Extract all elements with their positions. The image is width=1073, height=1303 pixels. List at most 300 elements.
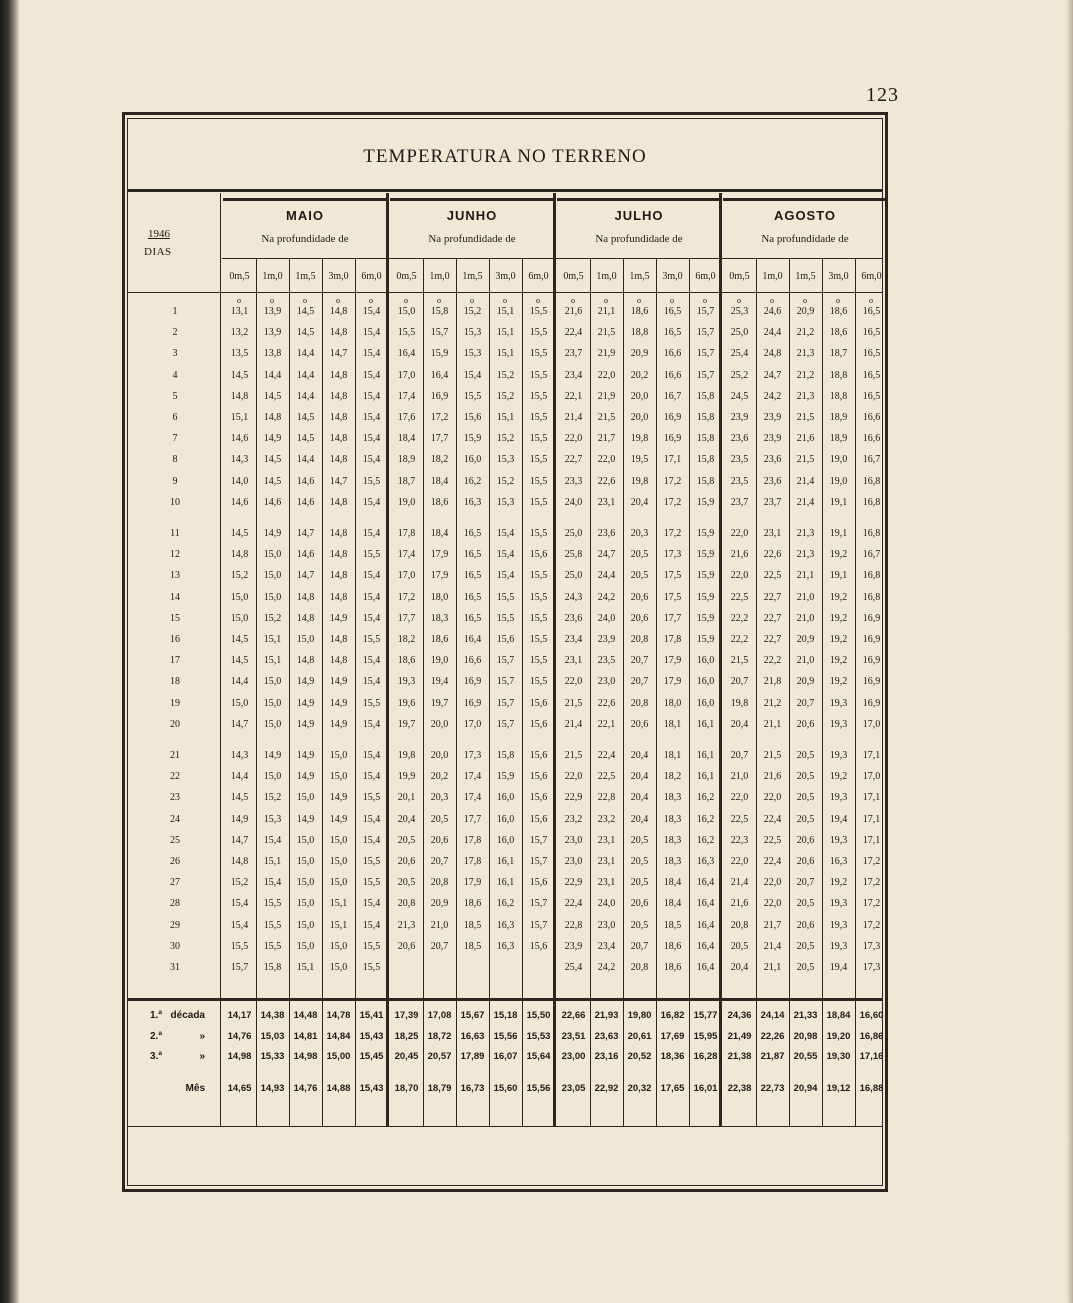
temperature-cell: 16,4 xyxy=(696,919,715,931)
temperature-cell: 15,1 xyxy=(496,306,515,317)
temperature-cell: 16,4 xyxy=(696,962,715,973)
temperature-cell: 20,0 xyxy=(630,412,649,423)
degree-mark: o xyxy=(770,296,774,305)
summary-cell: 14,17 xyxy=(227,1010,252,1021)
temperature-cell: 23,0 xyxy=(597,919,616,931)
depth-subtitle: Na profundidade de xyxy=(761,233,849,245)
temperature-cell: 16,3 xyxy=(696,856,715,867)
temperature-cell: 14,7 xyxy=(296,570,315,582)
temperature-cell: 14,9 xyxy=(329,718,348,730)
temperature-cell: 15,5 xyxy=(263,940,282,952)
temperature-cell: 22,9 xyxy=(564,877,583,889)
summary-cell: 19,20 xyxy=(826,1031,851,1042)
depth-header-top-rule xyxy=(222,258,883,259)
temperature-cell: 21,1 xyxy=(796,570,815,582)
temperature-cell: 22,0 xyxy=(763,898,782,910)
temperature-cell: 15,9 xyxy=(696,612,715,624)
day-number: 31 xyxy=(170,962,180,973)
depth-header: 6m,0 xyxy=(361,271,382,282)
temperature-cell: 25,3 xyxy=(730,306,749,317)
day-number: 29 xyxy=(170,919,180,931)
temperature-cell: 17,6 xyxy=(397,412,416,423)
temperature-cell: 22,4 xyxy=(564,327,583,339)
temperature-cell: 25,4 xyxy=(564,962,583,973)
summary-cell: 15,43 xyxy=(359,1031,384,1042)
temperature-cell: 20,5 xyxy=(630,919,649,931)
temperature-cell: 16,8 xyxy=(862,570,881,582)
temperature-cell: 14,9 xyxy=(296,697,315,709)
summary-cell: 14,76 xyxy=(227,1031,252,1042)
temperature-cell: 14,6 xyxy=(230,433,249,445)
temperature-cell: 21,6 xyxy=(730,898,749,910)
temperature-cell: 19,0 xyxy=(829,454,848,466)
summary-number: 2.ª xyxy=(150,1031,163,1042)
summary-cell: 15,43 xyxy=(359,1083,384,1094)
depth-subtitle: Na profundidade de xyxy=(428,233,516,245)
temperature-cell: 13,1 xyxy=(230,306,249,317)
day-number: 11 xyxy=(170,528,180,539)
page-number: 123 xyxy=(866,84,899,106)
temperature-cell: 15,5 xyxy=(529,390,548,402)
temperature-cell: 18,1 xyxy=(663,718,682,730)
temperature-cell: 16,4 xyxy=(696,898,715,910)
degree-mark: o xyxy=(637,296,641,305)
summary-cell: 15,18 xyxy=(493,1010,518,1021)
temperature-cell: 16,5 xyxy=(862,348,881,360)
summary-cell: 14,78 xyxy=(326,1010,351,1021)
summary-cell: 18,72 xyxy=(427,1031,452,1042)
temperature-cell: 21,4 xyxy=(796,475,815,487)
temperature-cell: 19,3 xyxy=(829,919,848,931)
summary-cell: 20,94 xyxy=(793,1083,818,1094)
temperature-cell: 15,4 xyxy=(496,570,515,582)
depth-column-rule xyxy=(489,258,490,1126)
temperature-cell: 13,2 xyxy=(230,327,249,339)
temperature-cell: 20,4 xyxy=(730,962,749,973)
temperature-cell: 18,6 xyxy=(829,327,848,339)
temperature-cell: 17,9 xyxy=(663,655,682,667)
temperature-cell: 14,7 xyxy=(329,475,348,487)
temperature-cell: 20,7 xyxy=(430,940,449,952)
temperature-cell: 20,3 xyxy=(630,528,649,539)
temperature-cell: 15,0 xyxy=(296,940,315,952)
summary-cell: 16,86 xyxy=(859,1031,884,1042)
temperature-cell: 19,2 xyxy=(829,877,848,889)
title-box xyxy=(127,118,883,192)
temperature-cell: 15,7 xyxy=(496,697,515,709)
temperature-cell: 20,5 xyxy=(397,877,416,889)
degree-mark: o xyxy=(536,296,540,305)
temperature-cell: 15,0 xyxy=(230,591,249,603)
temperature-cell: 20,7 xyxy=(430,856,449,867)
temperature-cell: 15,8 xyxy=(696,454,715,466)
temperature-cell: 15,0 xyxy=(329,856,348,867)
summary-cell: 15,45 xyxy=(359,1051,384,1062)
temperature-cell: 15,8 xyxy=(263,962,282,973)
degree-mark: o xyxy=(604,296,608,305)
temperature-cell: 20,5 xyxy=(796,962,815,973)
temperature-cell: 14,3 xyxy=(230,454,249,466)
temperature-cell: 19,5 xyxy=(630,454,649,466)
temperature-cell: 21,5 xyxy=(597,412,616,423)
temperature-cell: 20,4 xyxy=(730,718,749,730)
depth-header: 0m,5 xyxy=(563,271,584,282)
temperature-cell: 18,4 xyxy=(430,528,449,539)
temperature-cell: 16,2 xyxy=(496,898,515,910)
day-number: 23 xyxy=(170,792,180,804)
temperature-cell: 15,0 xyxy=(230,697,249,709)
temperature-cell: 17,2 xyxy=(862,898,881,910)
summary-cell: 14,65 xyxy=(227,1083,252,1094)
temperature-cell: 21,3 xyxy=(796,549,815,561)
depth-header: 3m,0 xyxy=(662,271,683,282)
temperature-cell: 20,5 xyxy=(796,792,815,804)
temperature-cell: 15,9 xyxy=(696,570,715,582)
year-label: 1946 xyxy=(148,228,170,240)
temperature-cell: 15,9 xyxy=(430,348,449,360)
temperature-cell: 18,8 xyxy=(829,390,848,402)
temperature-cell: 21,5 xyxy=(564,697,583,709)
temperature-cell: 14,5 xyxy=(263,390,282,402)
temperature-cell: 18,0 xyxy=(663,697,682,709)
temperature-cell: 14,4 xyxy=(296,454,315,466)
temperature-cell: 17,4 xyxy=(463,771,482,783)
temperature-cell: 21,5 xyxy=(763,750,782,761)
temperature-cell: 20,7 xyxy=(630,655,649,667)
day-number: 21 xyxy=(170,750,180,761)
temperature-cell: 15,9 xyxy=(696,591,715,603)
temperature-cell: 19,9 xyxy=(397,771,416,783)
temperature-cell: 21,6 xyxy=(730,549,749,561)
temperature-cell: 14,8 xyxy=(329,549,348,561)
temperature-cell: 14,5 xyxy=(296,433,315,445)
temperature-cell: 15,9 xyxy=(696,528,715,539)
temperature-cell: 15,1 xyxy=(329,898,348,910)
temperature-cell: 14,7 xyxy=(296,528,315,539)
temperature-cell: 14,8 xyxy=(329,390,348,402)
temperature-cell: 20,5 xyxy=(796,750,815,761)
temperature-cell: 19,3 xyxy=(829,718,848,730)
temperature-cell: 19,2 xyxy=(829,676,848,688)
summary-cell: 18,84 xyxy=(826,1010,851,1021)
temperature-cell: 15,4 xyxy=(230,898,249,910)
temperature-cell: 15,5 xyxy=(397,327,416,339)
temperature-cell: 20,1 xyxy=(397,792,416,804)
temperature-cell: 16,6 xyxy=(862,412,881,423)
depth-header: 3m,0 xyxy=(328,271,349,282)
summary-cell: 15,41 xyxy=(359,1010,384,1021)
summary-cell: 14,93 xyxy=(260,1083,285,1094)
temperature-cell: 15,4 xyxy=(362,433,381,445)
summary-cell: 15,64 xyxy=(526,1051,551,1062)
temperature-cell: 15,1 xyxy=(263,856,282,867)
temperature-cell: 23,3 xyxy=(564,475,583,487)
temperature-cell: 20,5 xyxy=(630,834,649,846)
temperature-cell: 23,5 xyxy=(597,655,616,667)
temperature-cell: 15,5 xyxy=(362,792,381,804)
temperature-cell: 16,7 xyxy=(663,390,682,402)
depth-subtitle: Na profundidade de xyxy=(261,233,349,245)
temperature-cell: 15,7 xyxy=(529,834,548,846)
temperature-cell: 22,4 xyxy=(597,750,616,761)
temperature-cell: 23,9 xyxy=(597,634,616,645)
temperature-cell: 19,3 xyxy=(829,750,848,761)
temperature-cell: 18,3 xyxy=(430,612,449,624)
temperature-cell: 22,5 xyxy=(763,834,782,846)
temperature-cell: 15,8 xyxy=(496,750,515,761)
summary-cell: 22,73 xyxy=(760,1083,785,1094)
temperature-cell: 15,2 xyxy=(496,433,515,445)
summary-cell: 16,01 xyxy=(693,1083,718,1094)
temperature-cell: 14,8 xyxy=(296,591,315,603)
temperature-cell: 20,7 xyxy=(630,940,649,952)
temperature-cell: 15,8 xyxy=(696,412,715,423)
temperature-cell: 16,3 xyxy=(829,856,848,867)
summary-label: década xyxy=(170,1010,205,1021)
temperature-cell: 15,4 xyxy=(362,591,381,603)
temperature-cell: 17,7 xyxy=(430,433,449,445)
day-number: 30 xyxy=(170,940,180,952)
temperature-cell: 17,7 xyxy=(397,612,416,624)
temperature-cell: 25,4 xyxy=(730,348,749,360)
temperature-cell: 16,0 xyxy=(496,813,515,825)
temperature-cell: 16,2 xyxy=(696,792,715,804)
temperature-cell: 14,5 xyxy=(296,412,315,423)
temperature-cell: 18,7 xyxy=(829,348,848,360)
temperature-cell: 16,3 xyxy=(496,940,515,952)
temperature-cell: 15,4 xyxy=(362,348,381,360)
temperature-cell: 16,5 xyxy=(463,591,482,603)
page-title: TEMPERATURA NO TERRENO xyxy=(363,146,647,167)
summary-cell: 14,84 xyxy=(326,1031,351,1042)
temperature-cell: 16,2 xyxy=(696,813,715,825)
temperature-cell: 20,9 xyxy=(796,676,815,688)
temperature-cell: 15,7 xyxy=(696,327,715,339)
temperature-cell: 15,6 xyxy=(529,877,548,889)
temperature-cell: 15,5 xyxy=(529,454,548,466)
depth-column-rule xyxy=(656,258,657,1126)
temperature-cell: 21,7 xyxy=(763,919,782,931)
temperature-cell: 18,3 xyxy=(663,792,682,804)
summary-cell: 15,60 xyxy=(493,1083,518,1094)
temperature-cell: 15,1 xyxy=(496,412,515,423)
temperature-cell: 14,8 xyxy=(296,612,315,624)
temperature-cell: 17,2 xyxy=(663,496,682,508)
temperature-cell: 15,0 xyxy=(296,834,315,846)
depth-column-rule xyxy=(322,258,323,1126)
summary-cell: 20,61 xyxy=(627,1031,652,1042)
summary-cell: 20,55 xyxy=(793,1051,818,1062)
temperature-cell: 21,9 xyxy=(597,348,616,360)
summary-cell: 18,70 xyxy=(394,1083,419,1094)
temperature-cell: 16,9 xyxy=(862,612,881,624)
month-title-rule xyxy=(223,198,388,201)
depth-column-rule xyxy=(855,258,856,1126)
temperature-cell: 15,4 xyxy=(362,369,381,381)
temperature-cell: 16,6 xyxy=(862,433,881,445)
temperature-cell: 19,0 xyxy=(397,496,416,508)
temperature-cell: 16,5 xyxy=(862,369,881,381)
temperature-cell: 18,4 xyxy=(397,433,416,445)
summary-cell: 15,56 xyxy=(526,1083,551,1094)
temperature-cell: 20,7 xyxy=(730,676,749,688)
temperature-cell: 22,5 xyxy=(763,570,782,582)
depth-column-rule xyxy=(689,258,690,1126)
temperature-cell: 15,0 xyxy=(296,919,315,931)
day-number: 20 xyxy=(170,718,180,730)
temperature-cell: 15,0 xyxy=(263,697,282,709)
temperature-cell: 23,7 xyxy=(730,496,749,508)
day-number: 8 xyxy=(172,454,178,466)
temperature-cell: 14,5 xyxy=(296,327,315,339)
temperature-cell: 24,2 xyxy=(763,390,782,402)
temperature-cell: 20,0 xyxy=(430,750,449,761)
temperature-cell: 25,2 xyxy=(730,369,749,381)
temperature-cell: 14,8 xyxy=(329,454,348,466)
day-number: 9 xyxy=(172,475,178,487)
temperature-cell: 14,9 xyxy=(329,792,348,804)
temperature-cell: 22,8 xyxy=(564,919,583,931)
temperature-cell: 18,0 xyxy=(430,591,449,603)
temperature-cell: 16,4 xyxy=(430,369,449,381)
temperature-cell: 17,4 xyxy=(463,792,482,804)
summary-cell: 23,05 xyxy=(561,1083,586,1094)
temperature-cell: 17,0 xyxy=(397,570,416,582)
temperature-cell: 15,2 xyxy=(496,369,515,381)
temperature-cell: 18,6 xyxy=(663,962,682,973)
temperature-cell: 15,1 xyxy=(230,412,249,423)
summary-cell: 14,81 xyxy=(293,1031,318,1042)
degree-mark: o xyxy=(270,296,274,305)
temperature-cell: 20,2 xyxy=(630,369,649,381)
temperature-cell: 18,5 xyxy=(463,940,482,952)
temperature-cell: 22,2 xyxy=(763,655,782,667)
temperature-cell: 15,0 xyxy=(296,634,315,645)
temperature-cell: 15,5 xyxy=(529,306,548,317)
summary-cell: 20,52 xyxy=(627,1051,652,1062)
day-number: 16 xyxy=(170,634,180,645)
temperature-cell: 21,5 xyxy=(597,327,616,339)
temperature-cell: 23,6 xyxy=(730,433,749,445)
degree-mark: o xyxy=(404,296,408,305)
temperature-cell: 19,3 xyxy=(829,940,848,952)
temperature-cell: 21,9 xyxy=(597,390,616,402)
summary-cell: 19,30 xyxy=(826,1051,851,1062)
summary-cell: 15,67 xyxy=(460,1010,485,1021)
temperature-cell: 17,2 xyxy=(862,877,881,889)
temperature-cell: 18,6 xyxy=(430,496,449,508)
temperature-cell: 14,9 xyxy=(230,813,249,825)
temperature-cell: 17,2 xyxy=(397,591,416,603)
temperature-cell: 20,8 xyxy=(397,898,416,910)
depth-header: 1m,5 xyxy=(295,271,316,282)
temperature-cell: 17,1 xyxy=(862,813,881,825)
temperature-cell: 14,5 xyxy=(263,475,282,487)
summary-cell: 21,33 xyxy=(793,1010,818,1021)
day-number: 12 xyxy=(170,549,180,561)
temperature-cell: 15,8 xyxy=(696,475,715,487)
page-edge-shadow xyxy=(1066,0,1073,1303)
summary-cell: 23,63 xyxy=(594,1031,619,1042)
depth-column-rule xyxy=(623,258,624,1126)
temperature-cell: 15,0 xyxy=(296,898,315,910)
temperature-cell: 14,6 xyxy=(296,549,315,561)
temperature-cell: 15,5 xyxy=(463,390,482,402)
summary-cell: 18,36 xyxy=(660,1051,685,1062)
temperature-cell: 19,8 xyxy=(730,697,749,709)
temperature-cell: 17,0 xyxy=(862,718,881,730)
depth-header: 0m,5 xyxy=(229,271,250,282)
temperature-cell: 20,5 xyxy=(796,771,815,783)
summary-cell: 20,32 xyxy=(627,1083,652,1094)
temperature-cell: 14,5 xyxy=(230,655,249,667)
temperature-cell: 18,4 xyxy=(430,475,449,487)
temperature-cell: 15,4 xyxy=(362,528,381,539)
temperature-cell: 15,5 xyxy=(362,549,381,561)
summary-cell: 17,16 xyxy=(859,1051,884,1062)
temperature-cell: 15,6 xyxy=(529,813,548,825)
temperature-cell: 15,7 xyxy=(496,676,515,688)
summary-cell: 15,95 xyxy=(693,1031,718,1042)
day-number: 2 xyxy=(172,327,178,339)
temperature-cell: 25,0 xyxy=(564,528,583,539)
temperature-cell: 23,0 xyxy=(564,856,583,867)
temperature-cell: 19,3 xyxy=(397,676,416,688)
summary-cell: 17,69 xyxy=(660,1031,685,1042)
temperature-cell: 20,7 xyxy=(630,676,649,688)
temperature-cell: 23,9 xyxy=(564,940,583,952)
temperature-cell: 19,1 xyxy=(829,496,848,508)
temperature-cell: 23,7 xyxy=(763,496,782,508)
temperature-cell: 20,4 xyxy=(630,792,649,804)
temperature-cell: 15,5 xyxy=(362,475,381,487)
degree-mark: o xyxy=(237,296,241,305)
depth-subtitle: Na profundidade de xyxy=(595,233,683,245)
depth-header: 0m,5 xyxy=(729,271,750,282)
depth-header: 3m,0 xyxy=(828,271,849,282)
temperature-cell: 22,5 xyxy=(730,591,749,603)
temperature-cell: 25,0 xyxy=(730,327,749,339)
temperature-cell: 19,3 xyxy=(829,792,848,804)
temperature-cell: 24,0 xyxy=(597,898,616,910)
temperature-cell: 15,3 xyxy=(463,327,482,339)
temperature-cell: 22,0 xyxy=(730,792,749,804)
temperature-cell: 15,5 xyxy=(362,856,381,867)
temperature-cell: 14,7 xyxy=(329,348,348,360)
temperature-cell: 15,5 xyxy=(529,676,548,688)
summary-cell: 15,77 xyxy=(693,1010,718,1021)
temperature-cell: 19,3 xyxy=(829,898,848,910)
temperature-cell: 15,5 xyxy=(529,634,548,645)
summary-cell: 15,56 xyxy=(493,1031,518,1042)
temperature-cell: 14,5 xyxy=(230,792,249,804)
temperature-cell: 15,6 xyxy=(529,549,548,561)
temperature-cell: 15,5 xyxy=(362,962,381,973)
temperature-cell: 16,2 xyxy=(463,475,482,487)
depth-column-rule xyxy=(522,258,523,1126)
temperature-cell: 21,1 xyxy=(597,306,616,317)
summary-cell: 16,60 xyxy=(859,1010,884,1021)
temperature-cell: 21,2 xyxy=(763,697,782,709)
temperature-cell: 19,1 xyxy=(829,570,848,582)
temperature-cell: 14,8 xyxy=(329,591,348,603)
summary-number: 3.ª xyxy=(150,1051,163,1062)
temperature-cell: 16,0 xyxy=(463,454,482,466)
depth-column-rule xyxy=(822,258,823,1126)
temperature-cell: 15,0 xyxy=(296,856,315,867)
temperature-cell: 18,4 xyxy=(663,898,682,910)
temperature-cell: 22,0 xyxy=(763,792,782,804)
